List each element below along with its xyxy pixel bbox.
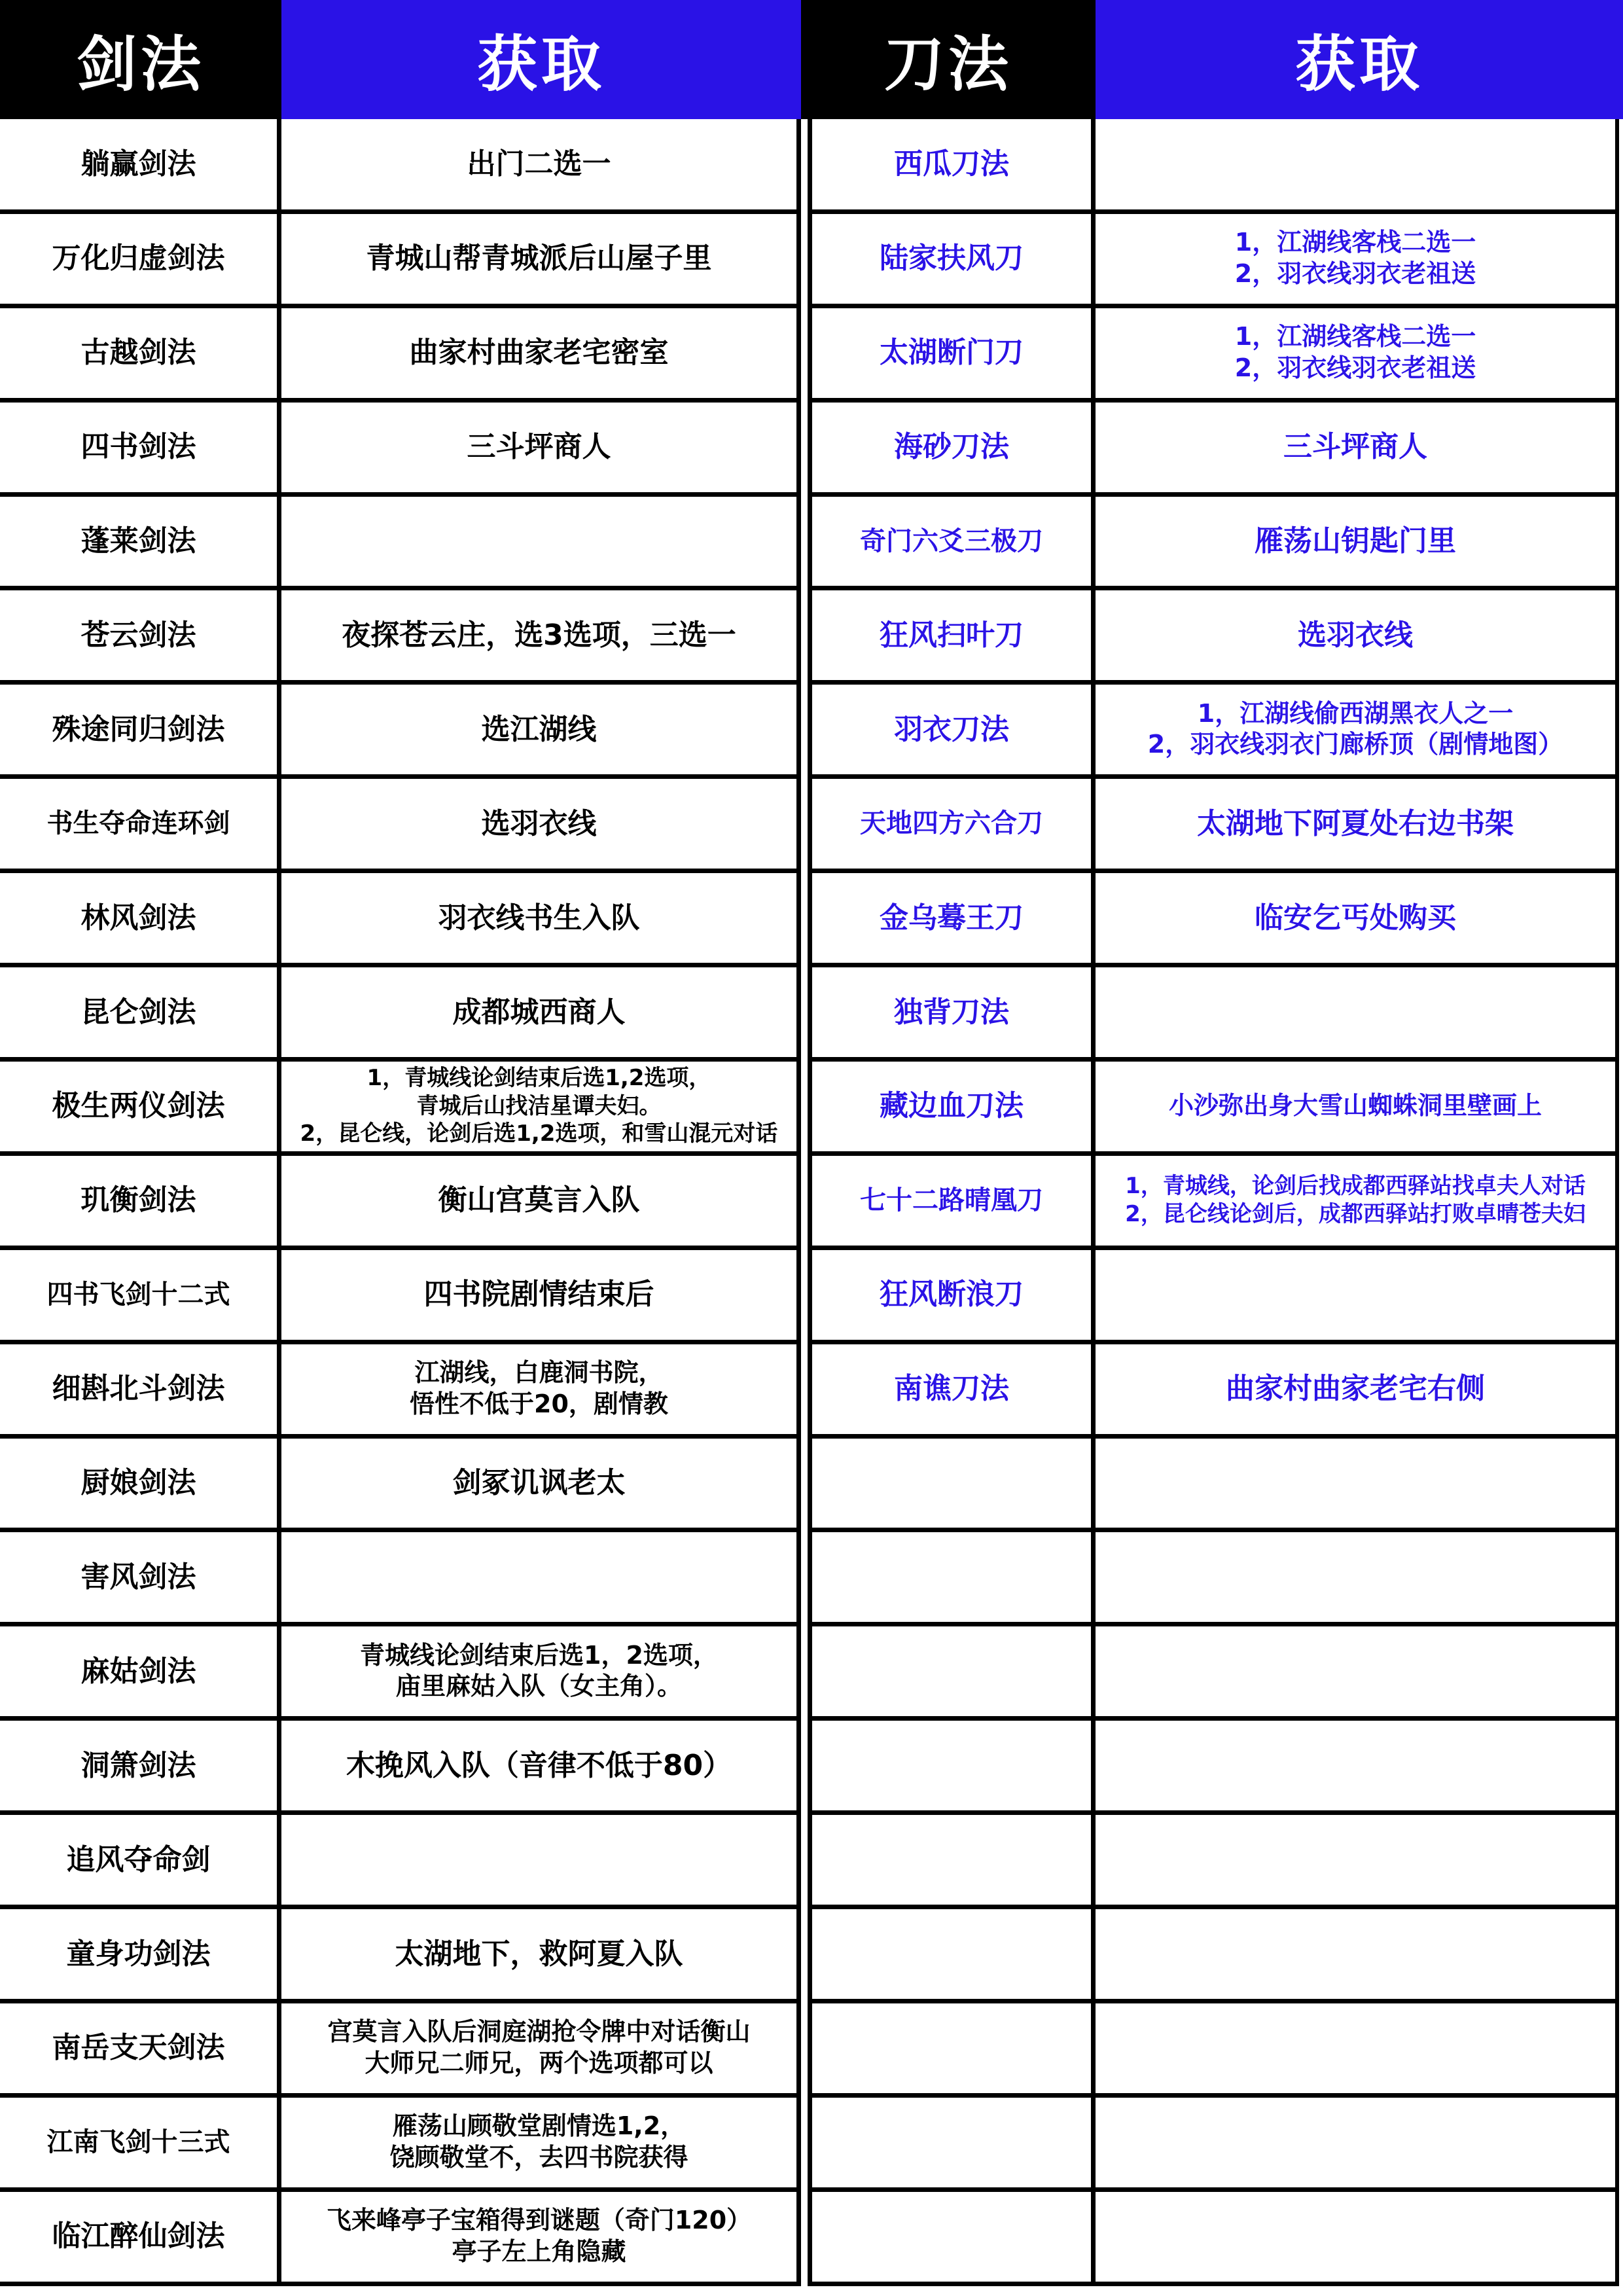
sword-obtain-line: 青城山帮青城派后山屋子里 bbox=[366, 242, 712, 276]
blade-technique-name bbox=[808, 1155, 1096, 1246]
sword-obtain-line: 大师兄二师兄，两个选项都可以 bbox=[365, 2048, 713, 2077]
sword-obtain-line: 选江湖线 bbox=[481, 712, 597, 746]
sword-technique-name-text: 四书剑法 bbox=[80, 430, 196, 464]
blade-obtain-method bbox=[1096, 1814, 1619, 1905]
sword-obtain-lines bbox=[395, 1936, 683, 1972]
sword-header-obtain: 获取 bbox=[281, 0, 801, 119]
sword-technique-name bbox=[0, 778, 281, 869]
sword-obtain-line: 剑冢讥讽老太 bbox=[452, 1466, 626, 1500]
blade-obtain-line: 2，羽衣线羽衣老祖送 bbox=[1234, 353, 1476, 382]
blade-obtain-method bbox=[1096, 308, 1619, 398]
blade-table-row bbox=[808, 872, 1619, 967]
sword-obtain-method bbox=[281, 1344, 801, 1434]
blade-technique-name-text: 奇门六爻三极刀 bbox=[860, 526, 1043, 556]
sword-technique-name-text: 洞箫剑法 bbox=[80, 1748, 196, 1782]
blade-header-obtain: 获取 bbox=[1096, 0, 1623, 119]
blade-technique-name-text: 藏边血刀法 bbox=[880, 1089, 1024, 1123]
blade-technique-name-text: 狂风扫叶刀 bbox=[880, 618, 1024, 652]
blade-obtain-method bbox=[1096, 2097, 1619, 2187]
blade-obtain-lines bbox=[1169, 1090, 1542, 1122]
sword-technique-name-text: 江南飞剑十三式 bbox=[46, 2126, 230, 2157]
sword-obtain-lines bbox=[467, 429, 611, 465]
blade-technique-name-text: 陆家扶风刀 bbox=[880, 242, 1024, 276]
blade-obtain-line: 1，青城线，论剑后找成都西驿站找卓夫人对话 bbox=[1125, 1173, 1586, 1200]
blade-table-row bbox=[808, 1155, 1619, 1250]
blade-table-row bbox=[808, 778, 1619, 873]
blade-technique-name bbox=[808, 496, 1096, 586]
sword-obtain-lines bbox=[453, 994, 626, 1030]
blade-technique-name-text: 太湖断门刀 bbox=[880, 336, 1024, 370]
blade-technique-name bbox=[808, 119, 1096, 209]
blade-technique-name-text: 天地四方六合刀 bbox=[860, 808, 1043, 839]
blade-table-row bbox=[808, 967, 1619, 1062]
sword-technique-name bbox=[0, 1626, 281, 1716]
sword-technique-name-text: 昆仑剑法 bbox=[80, 995, 196, 1029]
sword-table-row bbox=[0, 1626, 801, 1721]
blade-obtain-method bbox=[1096, 213, 1619, 304]
sword-obtain-line: 曲家村曲家老宅密室 bbox=[409, 336, 669, 370]
sword-technique-name-text: 玑衡剑法 bbox=[80, 1183, 196, 1217]
blade-table bbox=[801, 0, 1623, 2296]
blade-obtain-method bbox=[1096, 119, 1619, 209]
blade-obtain-method bbox=[1096, 967, 1619, 1057]
sword-obtain-lines bbox=[327, 2205, 751, 2267]
sword-obtain-method bbox=[281, 684, 801, 774]
blade-table-row bbox=[808, 308, 1619, 403]
blade-technique-name-text: 狂风断浪刀 bbox=[880, 1278, 1024, 1312]
sword-obtain-lines bbox=[482, 806, 597, 842]
sword-technique-name-text: 书生夺命连环剑 bbox=[46, 808, 230, 839]
blade-technique-name-text: 羽衣刀法 bbox=[894, 712, 1009, 746]
blade-obtain-lines bbox=[1283, 429, 1427, 465]
sword-obtain-method bbox=[281, 308, 801, 398]
blade-technique-name bbox=[808, 967, 1096, 1057]
blade-obtain-method bbox=[1096, 778, 1619, 869]
sword-technique-name-text: 南岳支天剑法 bbox=[52, 2031, 225, 2065]
blade-table-row bbox=[808, 1720, 1619, 1815]
sword-technique-name bbox=[0, 684, 281, 774]
sword-technique-name bbox=[0, 402, 281, 492]
blade-technique-name-text: 海砂刀法 bbox=[894, 430, 1009, 464]
blade-obtain-method bbox=[1096, 1249, 1619, 1340]
blade-obtain-lines bbox=[1255, 523, 1456, 559]
blade-technique-name bbox=[808, 1909, 1096, 1999]
sword-obtain-line: 三斗坪商人 bbox=[467, 430, 611, 464]
sword-obtain-method bbox=[281, 119, 801, 209]
sword-technique-name-text: 林风剑法 bbox=[80, 901, 196, 935]
sword-technique-name bbox=[0, 1155, 281, 1246]
sword-obtain-line: 选羽衣线 bbox=[481, 806, 597, 840]
sword-obtain-method bbox=[281, 2191, 801, 2282]
sword-obtain-line: 饶顾敬堂不，去四书院获得 bbox=[389, 2142, 688, 2172]
sword-technique-name bbox=[0, 1720, 281, 1810]
sword-technique-name-text: 极生两仪剑法 bbox=[52, 1089, 225, 1123]
blade-technique-name bbox=[808, 1814, 1096, 1905]
blade-obtain-lines bbox=[1298, 617, 1413, 653]
sword-technique-name-text: 万化归虚剑法 bbox=[52, 242, 225, 276]
sword-table-row bbox=[0, 1438, 801, 1533]
sword-table-row bbox=[0, 308, 801, 403]
blade-obtain-lines bbox=[1226, 1371, 1485, 1407]
sword-obtain-line: 亭子左上角隐藏 bbox=[452, 2236, 626, 2266]
blade-obtain-line: 小沙弥出身大雪山蜘蛛洞里壁画上 bbox=[1168, 1091, 1542, 1121]
sword-technique-name-text: 麻姑剑法 bbox=[80, 1654, 196, 1688]
sword-technique-name-text: 细斟北斗剑法 bbox=[52, 1372, 225, 1406]
sword-technique-name-text: 古越剑法 bbox=[80, 336, 196, 370]
sword-table-row bbox=[0, 684, 801, 779]
sword-obtain-method bbox=[281, 967, 801, 1057]
sword-obtain-lines bbox=[438, 1182, 640, 1218]
sword-obtain-line: 江湖线，白鹿洞书院， bbox=[414, 1358, 664, 1388]
sword-obtain-method bbox=[281, 213, 801, 304]
blade-technique-name bbox=[808, 402, 1096, 492]
sword-technique-name bbox=[0, 872, 281, 963]
sword-table-row bbox=[0, 2191, 801, 2286]
sword-technique-name bbox=[0, 2003, 281, 2093]
sword-table-row bbox=[0, 213, 801, 308]
sword-obtain-lines bbox=[410, 334, 669, 370]
sword-table-row bbox=[0, 402, 801, 497]
sword-obtain-method bbox=[281, 1720, 801, 1810]
sword-obtain-line: 木挽风入队（音律不低于80） bbox=[346, 1748, 732, 1782]
blade-obtain-method bbox=[1096, 496, 1619, 586]
sword-technique-name bbox=[0, 308, 281, 398]
blade-obtain-line: 三斗坪商人 bbox=[1283, 430, 1427, 464]
sword-obtain-lines bbox=[467, 146, 611, 182]
sword-obtain-line: 飞来峰亭子宝箱得到谜题（奇门120） bbox=[326, 2206, 752, 2235]
blade-table-row bbox=[808, 2191, 1619, 2286]
blade-obtain-line: 雁荡山钥匙门里 bbox=[1255, 524, 1456, 558]
sword-technique-name bbox=[0, 590, 281, 681]
blade-obtain-line: 1，江湖线偷西湖黑衣人之一 bbox=[1197, 698, 1514, 728]
sword-obtain-method bbox=[281, 1909, 801, 1999]
sword-obtain-method bbox=[281, 1061, 801, 1151]
sword-technique-name-text: 追风夺命剑 bbox=[66, 1842, 211, 1876]
sword-obtain-lines bbox=[327, 2017, 750, 2079]
blade-table-row bbox=[808, 1626, 1619, 1721]
blade-technique-name bbox=[808, 1249, 1096, 1340]
sword-technique-name bbox=[0, 2097, 281, 2187]
blade-obtain-line: 曲家村曲家老宅右侧 bbox=[1226, 1372, 1485, 1406]
sword-technique-name bbox=[0, 1532, 281, 1623]
blade-header-name: 刀法 bbox=[801, 0, 1096, 119]
blade-obtain-method bbox=[1096, 1532, 1619, 1623]
sword-obtain-line: 成都城西商人 bbox=[452, 995, 626, 1029]
blade-technique-name-text: 南谯刀法 bbox=[894, 1372, 1009, 1406]
blade-obtain-method bbox=[1096, 590, 1619, 681]
blade-table-row bbox=[808, 1909, 1619, 2003]
sword-table-row bbox=[0, 872, 801, 967]
sword-table-row bbox=[0, 1344, 801, 1439]
sword-obtain-method bbox=[281, 1532, 801, 1623]
sword-obtain-method bbox=[281, 402, 801, 492]
sword-table-row bbox=[0, 1909, 801, 2003]
sword-obtain-lines bbox=[410, 1357, 668, 1420]
blade-table-row bbox=[808, 402, 1619, 497]
sword-technique-name-text: 殊途同归剑法 bbox=[52, 712, 225, 746]
sword-obtain-line: 青城后山找洁星谭夫妇。 bbox=[416, 1092, 662, 1119]
sword-technique-name bbox=[0, 1344, 281, 1434]
sword-technique-name bbox=[0, 967, 281, 1057]
sword-technique-name bbox=[0, 1909, 281, 1999]
sword-obtain-lines bbox=[424, 1276, 654, 1312]
sword-obtain-lines bbox=[300, 1064, 778, 1148]
sword-obtain-method bbox=[281, 1249, 801, 1340]
sword-obtain-line: 悟性不低于20，剧情教 bbox=[410, 1389, 668, 1418]
sword-obtain-lines bbox=[342, 617, 736, 653]
blade-technique-name bbox=[808, 590, 1096, 681]
sword-technique-name bbox=[0, 1061, 281, 1151]
sword-obtain-method bbox=[281, 2003, 801, 2093]
blade-obtain-method bbox=[1096, 1061, 1619, 1151]
blade-table-row bbox=[808, 2097, 1619, 2192]
sword-table-row bbox=[0, 119, 801, 214]
sword-obtain-line: 青城线论剑结束后选1，2选项， bbox=[360, 1640, 718, 1670]
sword-obtain-lines bbox=[346, 1748, 732, 1784]
sword-technique-name-text: 厨娘剑法 bbox=[80, 1466, 196, 1500]
sword-obtain-method bbox=[281, 590, 801, 681]
sword-obtain-line: 夜探苍云庄，选3选项，三选一 bbox=[342, 618, 736, 652]
sword-technique-name-text: 临江醉仙剑法 bbox=[52, 2219, 225, 2253]
blade-table-row bbox=[808, 1814, 1619, 1909]
sword-obtain-line: 羽衣线书生入队 bbox=[438, 901, 640, 935]
sword-obtain-line: 四书院剧情结束后 bbox=[423, 1278, 654, 1312]
sword-table bbox=[0, 0, 801, 2296]
blade-obtain-lines bbox=[1235, 321, 1476, 384]
blade-technique-name bbox=[808, 1438, 1096, 1528]
sword-technique-name bbox=[0, 2191, 281, 2282]
blade-technique-name-text: 金乌蓦王刀 bbox=[880, 901, 1024, 935]
blade-obtain-method bbox=[1096, 872, 1619, 963]
blade-obtain-method bbox=[1096, 2003, 1619, 2093]
sword-obtain-method bbox=[281, 1155, 801, 1246]
blade-obtain-lines bbox=[1125, 1172, 1586, 1228]
blade-obtain-method bbox=[1096, 402, 1619, 492]
blade-technique-name-text: 独背刀法 bbox=[894, 995, 1009, 1029]
blade-technique-name bbox=[808, 872, 1096, 963]
sword-obtain-method bbox=[281, 496, 801, 586]
sword-table-row bbox=[0, 2003, 801, 2098]
sword-table-row bbox=[0, 1155, 801, 1250]
blade-technique-name-text: 七十二路晴凰刀 bbox=[860, 1185, 1043, 1215]
blade-obtain-line: 1，江湖线客栈二选一 bbox=[1234, 228, 1476, 257]
blade-technique-name bbox=[808, 1720, 1096, 1810]
blade-obtain-line: 选羽衣线 bbox=[1298, 618, 1413, 652]
blade-table-row bbox=[808, 496, 1619, 591]
blade-obtain-method bbox=[1096, 1438, 1619, 1528]
sword-table-row bbox=[0, 1249, 801, 1344]
sword-obtain-lines bbox=[389, 2111, 688, 2173]
sword-obtain-line: 1，青城线论剑结束后选1,2选项， bbox=[366, 1065, 711, 1092]
sword-technique-name bbox=[0, 1814, 281, 1905]
blade-obtain-lines bbox=[1148, 698, 1563, 761]
blade-technique-name bbox=[808, 213, 1096, 304]
blade-obtain-line: 2，羽衣线羽衣门廊桥顶（剧情地图） bbox=[1147, 730, 1563, 759]
sword-obtain-line: 衡山宫莫言入队 bbox=[438, 1183, 640, 1217]
sword-table-row bbox=[0, 1814, 801, 1909]
blade-technique-name bbox=[808, 2003, 1096, 2093]
sword-table-row bbox=[0, 967, 801, 1062]
sword-technique-name-text: 童身功剑法 bbox=[66, 1937, 211, 1971]
blade-technique-name bbox=[808, 1626, 1096, 1716]
sword-technique-name-text: 四书飞剑十二式 bbox=[46, 1279, 230, 1310]
blade-obtain-method bbox=[1096, 1720, 1619, 1810]
blade-table-row bbox=[808, 1344, 1619, 1439]
sword-technique-name-text: 苍云剑法 bbox=[80, 618, 196, 652]
sword-obtain-lines bbox=[360, 1640, 718, 1702]
blade-technique-name bbox=[808, 1532, 1096, 1623]
sword-obtain-line: 出门二选一 bbox=[467, 147, 611, 181]
blade-obtain-line: 2，羽衣线羽衣老祖送 bbox=[1234, 259, 1476, 288]
sword-technique-name-text: 害风剑法 bbox=[80, 1560, 196, 1594]
sword-obtain-method bbox=[281, 872, 801, 963]
sword-technique-name bbox=[0, 1438, 281, 1528]
sword-obtain-method bbox=[281, 2097, 801, 2187]
blade-obtain-lines bbox=[1197, 806, 1514, 842]
sword-table-row bbox=[0, 496, 801, 591]
blade-technique-name bbox=[808, 1061, 1096, 1151]
sword-obtain-line: 太湖地下，救阿夏入队 bbox=[395, 1937, 683, 1971]
sword-table-row bbox=[0, 1061, 801, 1156]
blade-obtain-method bbox=[1096, 1155, 1619, 1246]
blade-technique-name bbox=[808, 778, 1096, 869]
blade-obtain-method bbox=[1096, 1626, 1619, 1716]
sword-technique-name bbox=[0, 496, 281, 586]
sword-obtain-lines bbox=[482, 711, 597, 747]
blade-technique-name-text: 西瓜刀法 bbox=[894, 147, 1009, 181]
sword-obtain-method bbox=[281, 1438, 801, 1528]
blade-obtain-method bbox=[1096, 2191, 1619, 2282]
sword-table-row bbox=[0, 1720, 801, 1815]
blade-technique-name bbox=[808, 308, 1096, 398]
sword-obtain-method bbox=[281, 1814, 801, 1905]
blade-table-row bbox=[808, 1249, 1619, 1344]
blade-obtain-lines bbox=[1255, 900, 1456, 936]
sword-obtain-lines bbox=[366, 240, 712, 276]
sword-obtain-method bbox=[281, 778, 801, 869]
sword-obtain-line: 雁荡山顾敬堂剧情选1,2， bbox=[392, 2111, 686, 2141]
blade-obtain-line: 2，昆仑线论剑后，成都西驿站打败卓晴苍夫妇 bbox=[1125, 1200, 1586, 1227]
sword-technique-name bbox=[0, 1249, 281, 1340]
sword-header-name: 剑法 bbox=[0, 0, 281, 119]
sword-technique-name bbox=[0, 119, 281, 209]
blade-table-row bbox=[808, 1438, 1619, 1533]
blade-technique-name bbox=[808, 684, 1096, 774]
sword-technique-name-text: 蓬莱剑法 bbox=[80, 524, 196, 558]
blade-obtain-line: 1，江湖线客栈二选一 bbox=[1234, 322, 1476, 351]
sword-obtain-lines bbox=[453, 1465, 626, 1501]
sword-table-row bbox=[0, 590, 801, 685]
sword-technique-name-text: 躺赢剑法 bbox=[80, 147, 196, 181]
blade-obtain-method bbox=[1096, 1344, 1619, 1434]
sword-table-row bbox=[0, 778, 801, 873]
blade-obtain-method bbox=[1096, 684, 1619, 774]
blade-technique-name bbox=[808, 2097, 1096, 2187]
sword-technique-name bbox=[0, 213, 281, 304]
blade-obtain-line: 临安乞丐处购买 bbox=[1255, 901, 1456, 935]
blade-table-row bbox=[808, 119, 1619, 214]
blade-table-row bbox=[808, 1532, 1619, 1627]
sword-obtain-line: 2，昆仑线，论剑后选1,2选项，和雪山混元对话 bbox=[300, 1121, 778, 1147]
sword-table-row bbox=[0, 2097, 801, 2192]
blade-technique-name bbox=[808, 1344, 1096, 1434]
sword-obtain-line: 庙里麻姑入队（女主角）。 bbox=[395, 1672, 682, 1701]
blade-table-row bbox=[808, 1061, 1619, 1156]
sword-obtain-line: 宫莫言入队后洞庭湖抢令牌中对话衡山 bbox=[327, 2017, 751, 2047]
sword-obtain-lines bbox=[438, 900, 640, 936]
blade-table-row bbox=[808, 590, 1619, 685]
blade-table-row bbox=[808, 2003, 1619, 2098]
sword-table-row bbox=[0, 1532, 801, 1627]
blade-obtain-lines bbox=[1235, 227, 1476, 289]
blade-technique-name bbox=[808, 2191, 1096, 2282]
sword-obtain-method bbox=[281, 1626, 801, 1716]
blade-table-row bbox=[808, 213, 1619, 308]
blade-table-row bbox=[808, 684, 1619, 779]
blade-obtain-line: 太湖地下阿夏处右边书架 bbox=[1197, 806, 1514, 840]
blade-obtain-method bbox=[1096, 1909, 1619, 1999]
